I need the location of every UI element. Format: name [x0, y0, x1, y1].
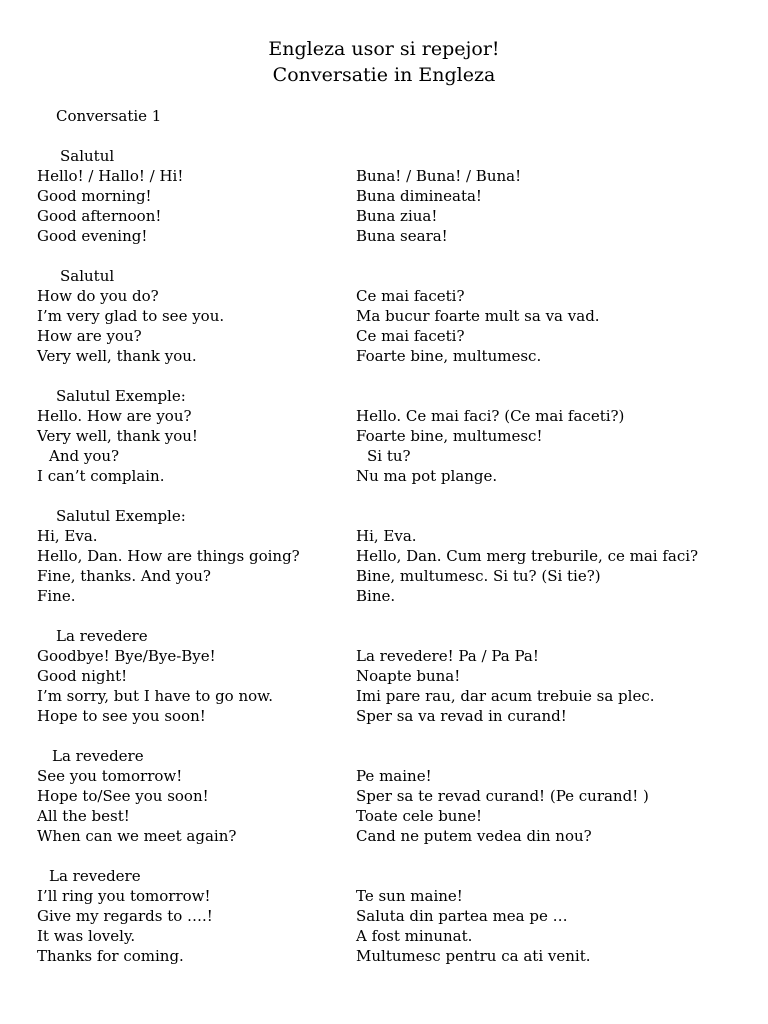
page-title: Engleza usor si repejor! — [268, 38, 500, 60]
phrase-en: Very well, thank you. — [37, 347, 197, 365]
phrase-ro: Hello. Ce mai faci? (Ce mai faceti?) — [356, 407, 625, 425]
phrase-ro: La revedere! Pa / Pa Pa! — [356, 647, 539, 665]
phrase-ro: Sper sa va revad in curand! — [356, 707, 567, 725]
phrase-ro: Buna dimineata! — [356, 187, 482, 205]
phrase-ro: Foarte bine, multumesc! — [356, 427, 543, 445]
phrase-ro: Ce mai faceti? — [356, 327, 465, 345]
phrase-en: Hope to/See you soon! — [37, 787, 209, 805]
phrase-ro: Imi pare rau, dar acum trebuie sa plec. — [356, 687, 655, 705]
phrase-ro: Saluta din partea mea pe … — [356, 907, 568, 925]
phrase-en: Hello. How are you? — [37, 407, 192, 425]
phrase-en: Give my regards to ….! — [37, 907, 213, 925]
phrase-ro: Toate cele bune! — [356, 807, 483, 825]
phrase-ro: Foarte bine, multumesc. — [356, 347, 542, 365]
phrase-en: I can’t complain. — [37, 467, 165, 485]
section-heading: La revedere — [56, 627, 148, 645]
phrase-en: Very well, thank you! — [37, 427, 198, 445]
phrase-en: I’m very glad to see you. — [37, 307, 225, 325]
phrase-ro: Nu ma pot plange. — [356, 467, 498, 485]
phrase-en: It was lovely. — [37, 927, 136, 945]
phrase-en: And you? — [49, 447, 120, 465]
phrase-en: When can we meet again? — [37, 827, 237, 845]
phrase-ro: Bine. — [356, 587, 396, 605]
phrase-ro: A fost minunat. — [356, 927, 473, 945]
phrase-ro: Si tu? — [367, 447, 411, 465]
phrase-ro: Ce mai faceti? — [356, 287, 465, 305]
phrase-en: See you tomorrow! — [37, 767, 183, 785]
section-heading: La revedere — [52, 747, 144, 765]
phrase-ro: Multumesc pentru ca ati venit. — [356, 947, 591, 965]
phrase-en: Good morning! — [37, 187, 152, 205]
conversation-label: Conversatie 1 — [56, 107, 162, 125]
phrase-en: I’m sorry, but I have to go now. — [37, 687, 273, 705]
phrase-en: Hello, Dan. How are things going? — [37, 547, 300, 565]
section-heading: Salutul — [60, 147, 115, 165]
phrase-ro: Buna seara! — [356, 227, 448, 245]
phrase-en: Thanks for coming. — [37, 947, 184, 965]
section-heading: La revedere — [49, 867, 141, 885]
phrase-ro: Buna ziua! — [356, 207, 438, 225]
phrase-en: Hi, Eva. — [37, 527, 98, 545]
phrase-ro: Ma bucur foarte mult sa va vad. — [356, 307, 600, 325]
phrase-en: Good night! — [37, 667, 128, 685]
phrase-en: Good evening! — [37, 227, 148, 245]
phrase-ro: Buna! / Buna! / Buna! — [356, 167, 522, 185]
page-subtitle: Conversatie in Engleza — [272, 64, 496, 86]
phrase-en: How are you? — [37, 327, 142, 345]
phrase-en: All the best! — [37, 807, 130, 825]
phrase-en: Fine, thanks. And you? — [37, 567, 211, 585]
section-heading: Salutul — [60, 267, 115, 285]
phrase-en: Goodbye! Bye/Bye-Bye! — [37, 647, 216, 665]
phrase-ro: Sper sa te revad curand! (Pe curand! ) — [356, 787, 649, 805]
phrase-en: Fine. — [37, 587, 76, 605]
phrase-en: Hello! / Hallo! / Hi! — [37, 167, 184, 185]
phrase-en: Hope to see you soon! — [37, 707, 206, 725]
phrase-ro: Hi, Eva. — [356, 527, 417, 545]
phrase-ro: Cand ne putem vedea din nou? — [356, 827, 592, 845]
section-heading: Salutul Exemple: — [56, 507, 186, 525]
phrase-en: I’ll ring you tomorrow! — [37, 887, 211, 905]
section-heading: Salutul Exemple: — [56, 387, 186, 405]
phrase-ro: Bine, multumesc. Si tu? (Si tie?) — [356, 567, 601, 585]
phrase-ro: Pe maine! — [356, 767, 432, 785]
phrase-en: How do you do? — [37, 287, 159, 305]
phrase-ro: Noapte buna! — [356, 667, 461, 685]
phrase-ro: Hello, Dan. Cum merg treburile, ce mai faci? — [356, 547, 699, 565]
phrase-en: Good afternoon! — [37, 207, 162, 225]
phrase-ro: Te sun maine! — [356, 887, 463, 905]
